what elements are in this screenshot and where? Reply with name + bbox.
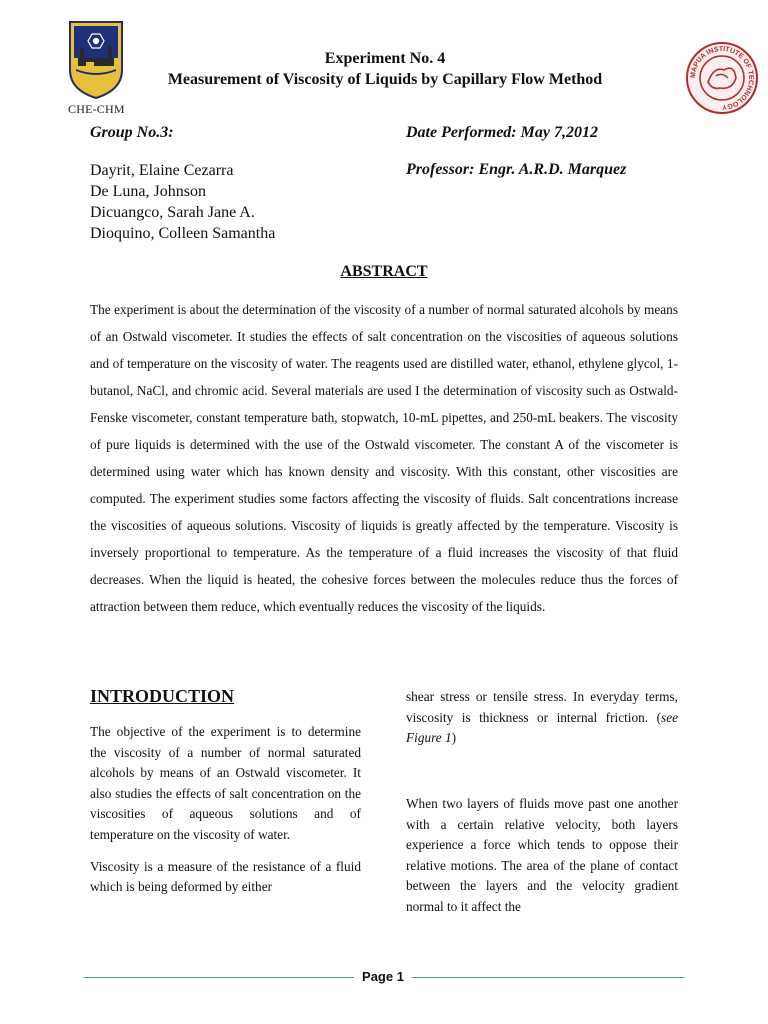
logo-caption: CHE-CHM [68, 102, 125, 116]
department-logo [64, 18, 128, 118]
abstract-heading: ABSTRACT [340, 263, 428, 280]
figure-reference: see Figure 1 [406, 709, 678, 746]
page-number: Page 1 [362, 969, 404, 984]
member-list [90, 160, 275, 244]
abstract-text: The experiment is about the determination of the viscosity of a number of normal saturated alcohols by means of an Ostwald viscometer. It studies the effects of salt concentration on the viscosities of aqueous solutions and of temperature on the viscosity of water. The reagents used are distilled water, ethanol, ethylene glycol, 1-butanol, NaCl, and chromic acid. Several materials are used I the determination of viscosity such as Ostwald-Fenske viscometer, constant temperature bath, stopwatch, 10-mL pipettes, and 250-mL beakers. The viscosity of pure liquids is determined with the use of the Ostwald viscometer. The constant A of the viscometer is determined using water which has known density and viscosity. With this constant, other viscosities are computed. The experiment studies some factors affecting the viscosity of fluids. Salt concentrations increase the viscosities of aqueous solutions. Viscosity of liquids is greatly affected by the temperature. Viscosity is inversely proportional to temperature. As the temperature of a fluid increases the viscosity of that fluid decreases. When the liquid is heated, the cohesive forces between the molecules reduce thus the forces of attraction between them reduce, which eventually reduces the viscosity of the liquids. [90, 302, 678, 614]
footer-rule-right [412, 977, 684, 978]
member-name: Dayrit, Elaine Cezarra [90, 162, 234, 179]
member-name: Dioquino, Colleen Samantha [90, 225, 276, 242]
group-label: Group No.3: [90, 124, 174, 141]
intro-paragraph: The objective of the experiment is to determine the viscosity of a number of normal saturated alcohols by means of an Ostwald viscometer. It also studies the effects of salt concentration on the viscosities of aqueous solutions and of temperature on the viscosity of water. [90, 724, 361, 842]
intro-paragraph: Viscosity is a measure of the resistance of a fluid which is being deformed by either [90, 858, 361, 895]
date-performed: Date Performed: May 7,2012 [406, 124, 598, 141]
title-block [130, 49, 640, 91]
professor: Professor: Engr. A.R.D. Marquez [406, 161, 627, 178]
member-name: De Luna, Johnson [90, 183, 206, 200]
intro-paragraph: shear stress or tensile stress. In everyday terms, viscosity is thickness or internal friction. (see Figure 1) [406, 689, 678, 746]
experiment-number: Experiment No. 4 [324, 50, 446, 67]
member-name: Dicuangco, Sarah Jane A. [90, 204, 255, 221]
footer-rule-left [84, 977, 354, 978]
institution-seal [686, 42, 758, 114]
intro-left-column [90, 722, 361, 898]
seal-lettering: MAPUA INSTITUTE OF TECHNOLOGY [689, 45, 755, 111]
intro-right-column-bottom [406, 794, 678, 918]
introduction-heading: INTRODUCTION [90, 686, 235, 706]
intro-right-column-top [406, 687, 678, 749]
experiment-title: Measurement of Viscosity of Liquids by Capillary Flow Method [167, 71, 603, 88]
intro-paragraph: When two layers of fluids move past one another with a certain relative velocity, both layers experience a force which tends to oppose their relative motions. The area of the plane of contact between the layers and the velocity gradient normal to it affect the [406, 796, 678, 914]
